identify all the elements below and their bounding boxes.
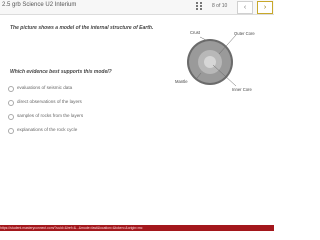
answer-option[interactable] xyxy=(8,112,128,122)
answer-text: evaluations of seismic data xyxy=(17,85,73,90)
radio-button[interactable] xyxy=(8,114,14,120)
next-button[interactable]: › xyxy=(257,1,273,14)
answer-option[interactable] xyxy=(8,126,128,136)
radio-button[interactable] xyxy=(8,86,14,92)
inner-core-label: Inner Core xyxy=(232,87,252,92)
answer-text: explanations of the rock cycle xyxy=(17,127,78,132)
radio-button[interactable] xyxy=(8,100,14,106)
grid-icon[interactable] xyxy=(196,2,203,11)
status-url-bar: https://student.masteryconnect.com/?uuid=&iref=&...&mode=fast&location=&token=&origin=mc xyxy=(0,225,274,231)
mantle-label: Mantle xyxy=(175,79,188,84)
crust-pointer xyxy=(200,37,206,40)
earth-diagram xyxy=(170,28,270,94)
question-text: Which evidence best supports this model? xyxy=(10,69,112,75)
answer-option[interactable] xyxy=(8,98,128,108)
answer-option[interactable] xyxy=(8,84,128,94)
top-bar xyxy=(0,0,274,15)
crust-label: Crust xyxy=(190,30,201,35)
page-counter: 8 of 10 xyxy=(212,3,228,9)
answer-text: samples of rocks from the layers xyxy=(17,113,84,118)
earth-structure-figure xyxy=(170,28,270,94)
outer-core-label: Outer Core xyxy=(234,31,255,36)
question-prompt: The picture shows a model of the internal structure of Earth. xyxy=(10,25,154,31)
previous-button[interactable]: ‹ xyxy=(237,1,253,14)
answer-text: direct observations of the layers xyxy=(17,99,82,104)
radio-button[interactable] xyxy=(8,128,14,134)
assessment-title: 2.5 grb Science U2 Interium xyxy=(2,2,77,8)
